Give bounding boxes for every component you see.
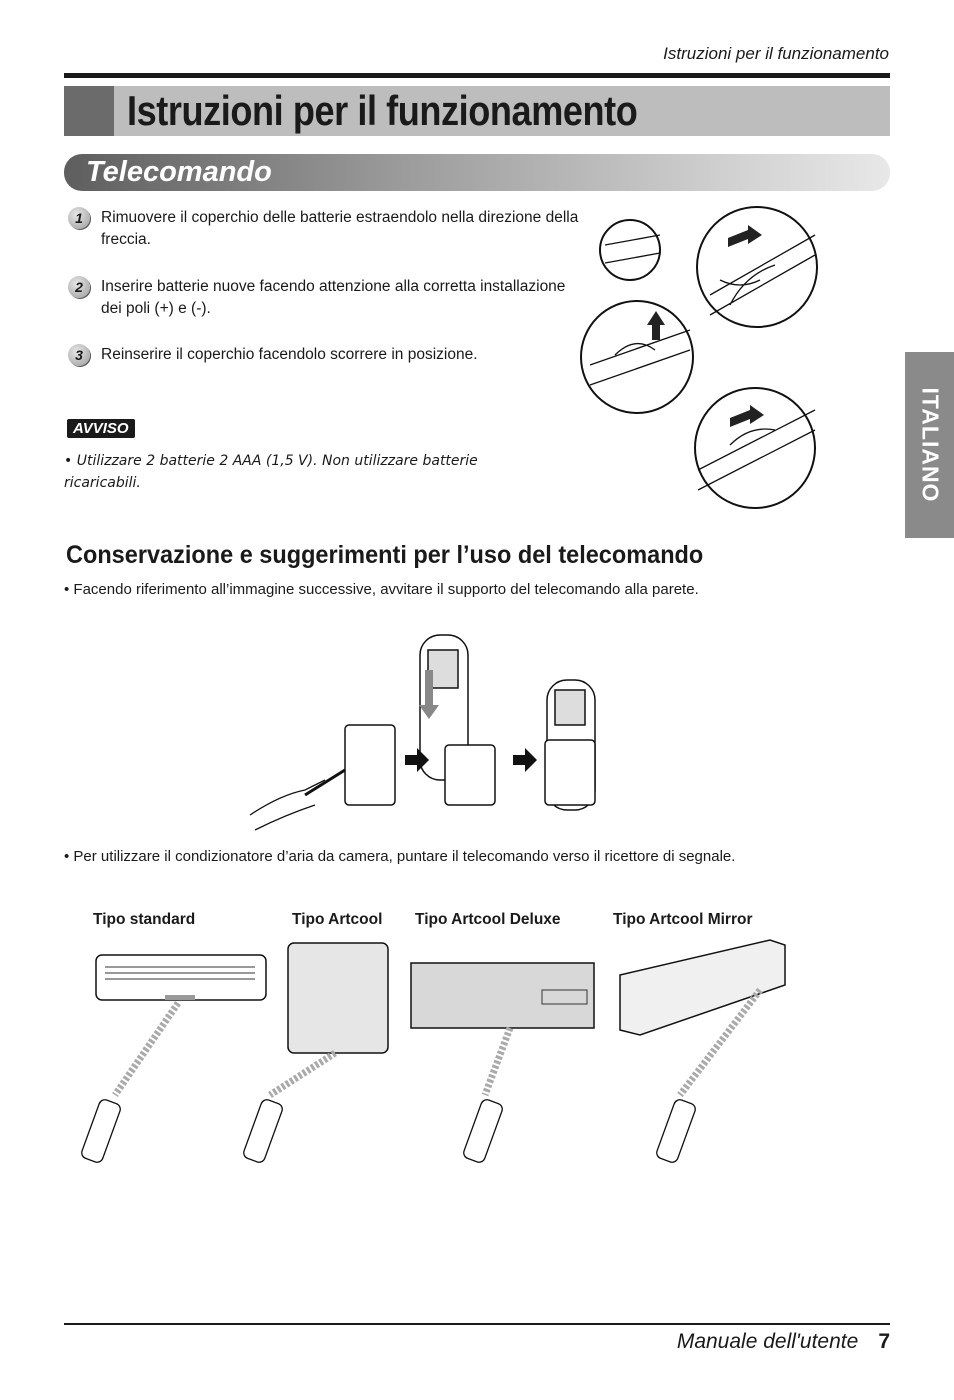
- page-title: Istruzioni per il funzionamento: [127, 87, 638, 134]
- footer-label: Manuale dell'utente: [676, 1330, 859, 1353]
- unit-label-artcool-deluxe: Tipo Artcool Deluxe: [415, 911, 561, 928]
- step-number: 2: [68, 276, 90, 298]
- title-bar: [64, 86, 890, 136]
- step-text: Inserire batterie nuove facendo attenzione alla corretta installazione dei poli (+) e (-).: [101, 278, 566, 317]
- unit-label-standard: Tipo standard: [93, 911, 196, 928]
- step-number: 1: [68, 207, 90, 229]
- bullet-mount: • Facendo riferimento all’immagine successive, avvitare il supporto del telecomando alla parete.: [64, 581, 699, 598]
- step-3: [68, 344, 588, 366]
- subsection-title: Conservazione e suggerimenti per l’uso del telecomando: [66, 541, 704, 569]
- warning-text: • Utilizzare 2 batterie 2 AAA (1,5 V). Non utilizzare batterie ricaricabili.: [64, 453, 478, 491]
- section-bar: [64, 154, 890, 191]
- step-text: Rimuovere il coperchio delle batterie estraendolo nella direzione della freccia.: [101, 209, 579, 248]
- section-title: Telecomando: [86, 156, 272, 188]
- step-text: Reinserire il coperchio facendolo scorrere in posizione.: [101, 346, 478, 363]
- warning-badge: AVVISO: [67, 419, 135, 438]
- page-number: 7: [878, 1330, 890, 1353]
- step-1: [68, 207, 588, 251]
- footer: [677, 1330, 890, 1354]
- bottom-rule: [64, 1323, 890, 1325]
- title-block: [64, 86, 114, 136]
- language-tab-label: ITALIANO: [917, 387, 943, 503]
- wall-mount-illustration: [245, 630, 605, 840]
- battery-illustration: [580, 205, 820, 510]
- unit-label-artcool: Tipo Artcool: [292, 911, 383, 928]
- indoor-units-illustration: [80, 935, 800, 1175]
- step-number: 3: [68, 344, 90, 366]
- unit-label-artcool-mirror: Tipo Artcool Mirror: [613, 911, 753, 928]
- language-tab: [905, 352, 954, 538]
- bullet-usage: • Per utilizzare il condizionatore d’aria da camera, puntare il telecomando verso il ricettore di segnale.: [64, 848, 736, 865]
- step-2: [68, 276, 588, 320]
- running-header: Istruzioni per il funzionamento: [663, 44, 889, 63]
- top-rule: [64, 73, 890, 78]
